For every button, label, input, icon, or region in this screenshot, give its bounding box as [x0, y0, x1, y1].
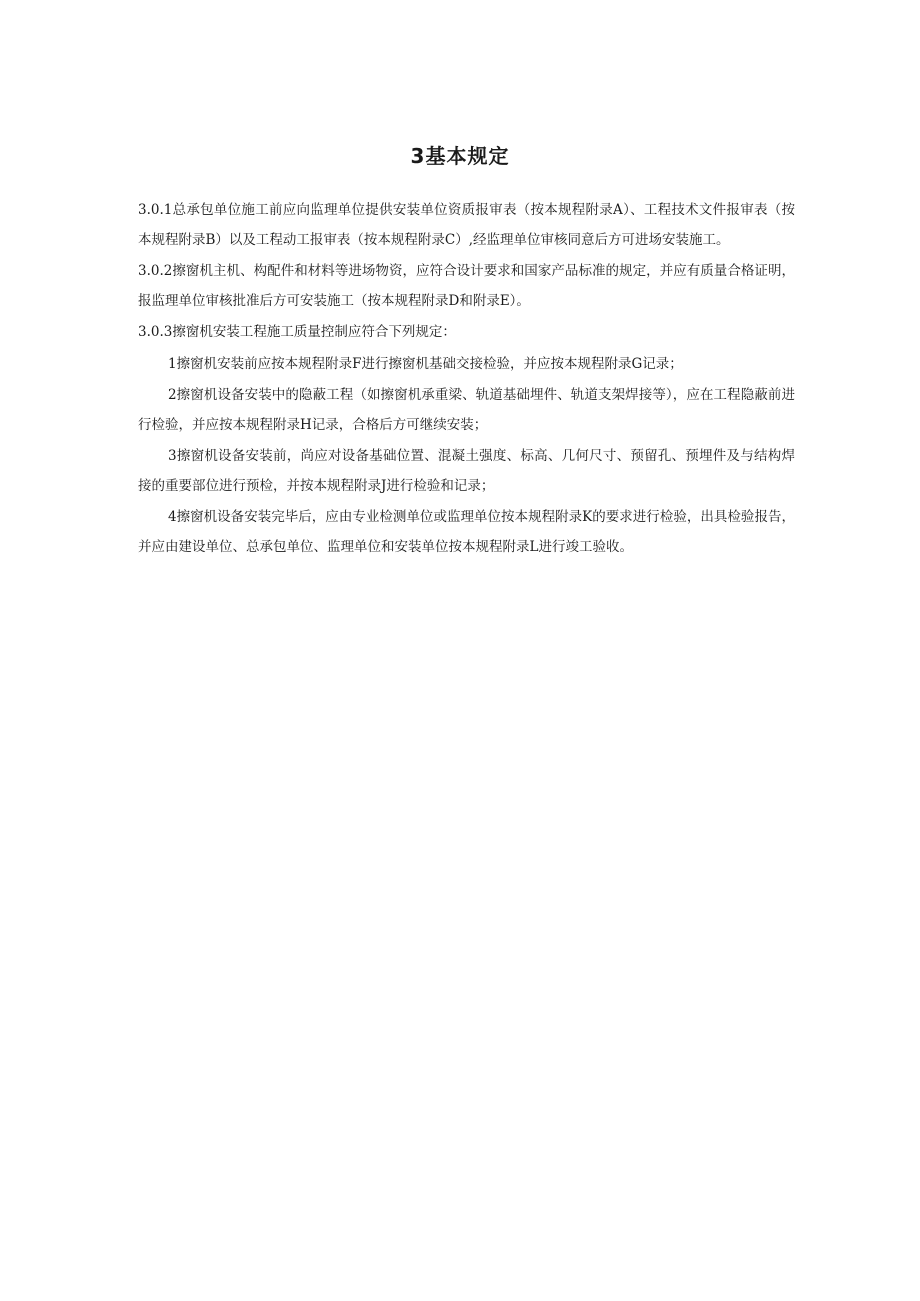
clause-3-0-2: 3.0.2擦窗机主机、构配件和材料等进场物资，应符合设计要求和国家产品标准的规定，并应有质量合格证明，报监理单位审核批准后方可安装施工（按本规程附录D和附录E）。	[138, 263, 795, 309]
clause-3-0-3: 3.0.3擦窗机安装工程施工质量控制应符合下列规定：	[138, 324, 456, 340]
clause-3-0-1: 3.0.1总承包单位施工前应向监理单位提供安装单位资质报审表（按本规程附录A）、工程技术文件报审表（按本规程附录B）以及工程动工报审表（按本规程附录C）,经监理单位审核同意后方可进场安装施工。	[138, 202, 795, 248]
clause-3-0-3-item-4: 4擦窗机设备安装完毕后，应由专业检测单位或监理单位按本规程附录K的要求进行检验，出具检验报告，并应由建设单位、总承包单位、监理单位和安装单位按本规程附录L进行竣工验收。	[138, 509, 795, 555]
section-body	[138, 196, 795, 564]
clause-3-0-3-item-3: 3擦窗机设备安装前，尚应对设备基础位置、混凝土强度、标高、几何尺寸、预留孔、预埋件及与结构焊接的重要部位进行预检，并按本规程附录J进行检验和记录；	[138, 448, 795, 494]
clause-3-0-3-item-1: 1擦窗机安装前应按本规程附录F进行擦窗机基础交接检验，并应按本规程附录G记录；	[168, 355, 683, 372]
clause-3-0-3-item-2: 2擦窗机设备安装中的隐蔽工程（如擦窗机承重梁、轨道基础埋件、轨道支架焊接等），应在工程隐蔽前进行检验，并应按本规程附录H记录，合格后方可继续安装；	[138, 387, 795, 433]
section-title: 3基本规定	[410, 144, 510, 168]
